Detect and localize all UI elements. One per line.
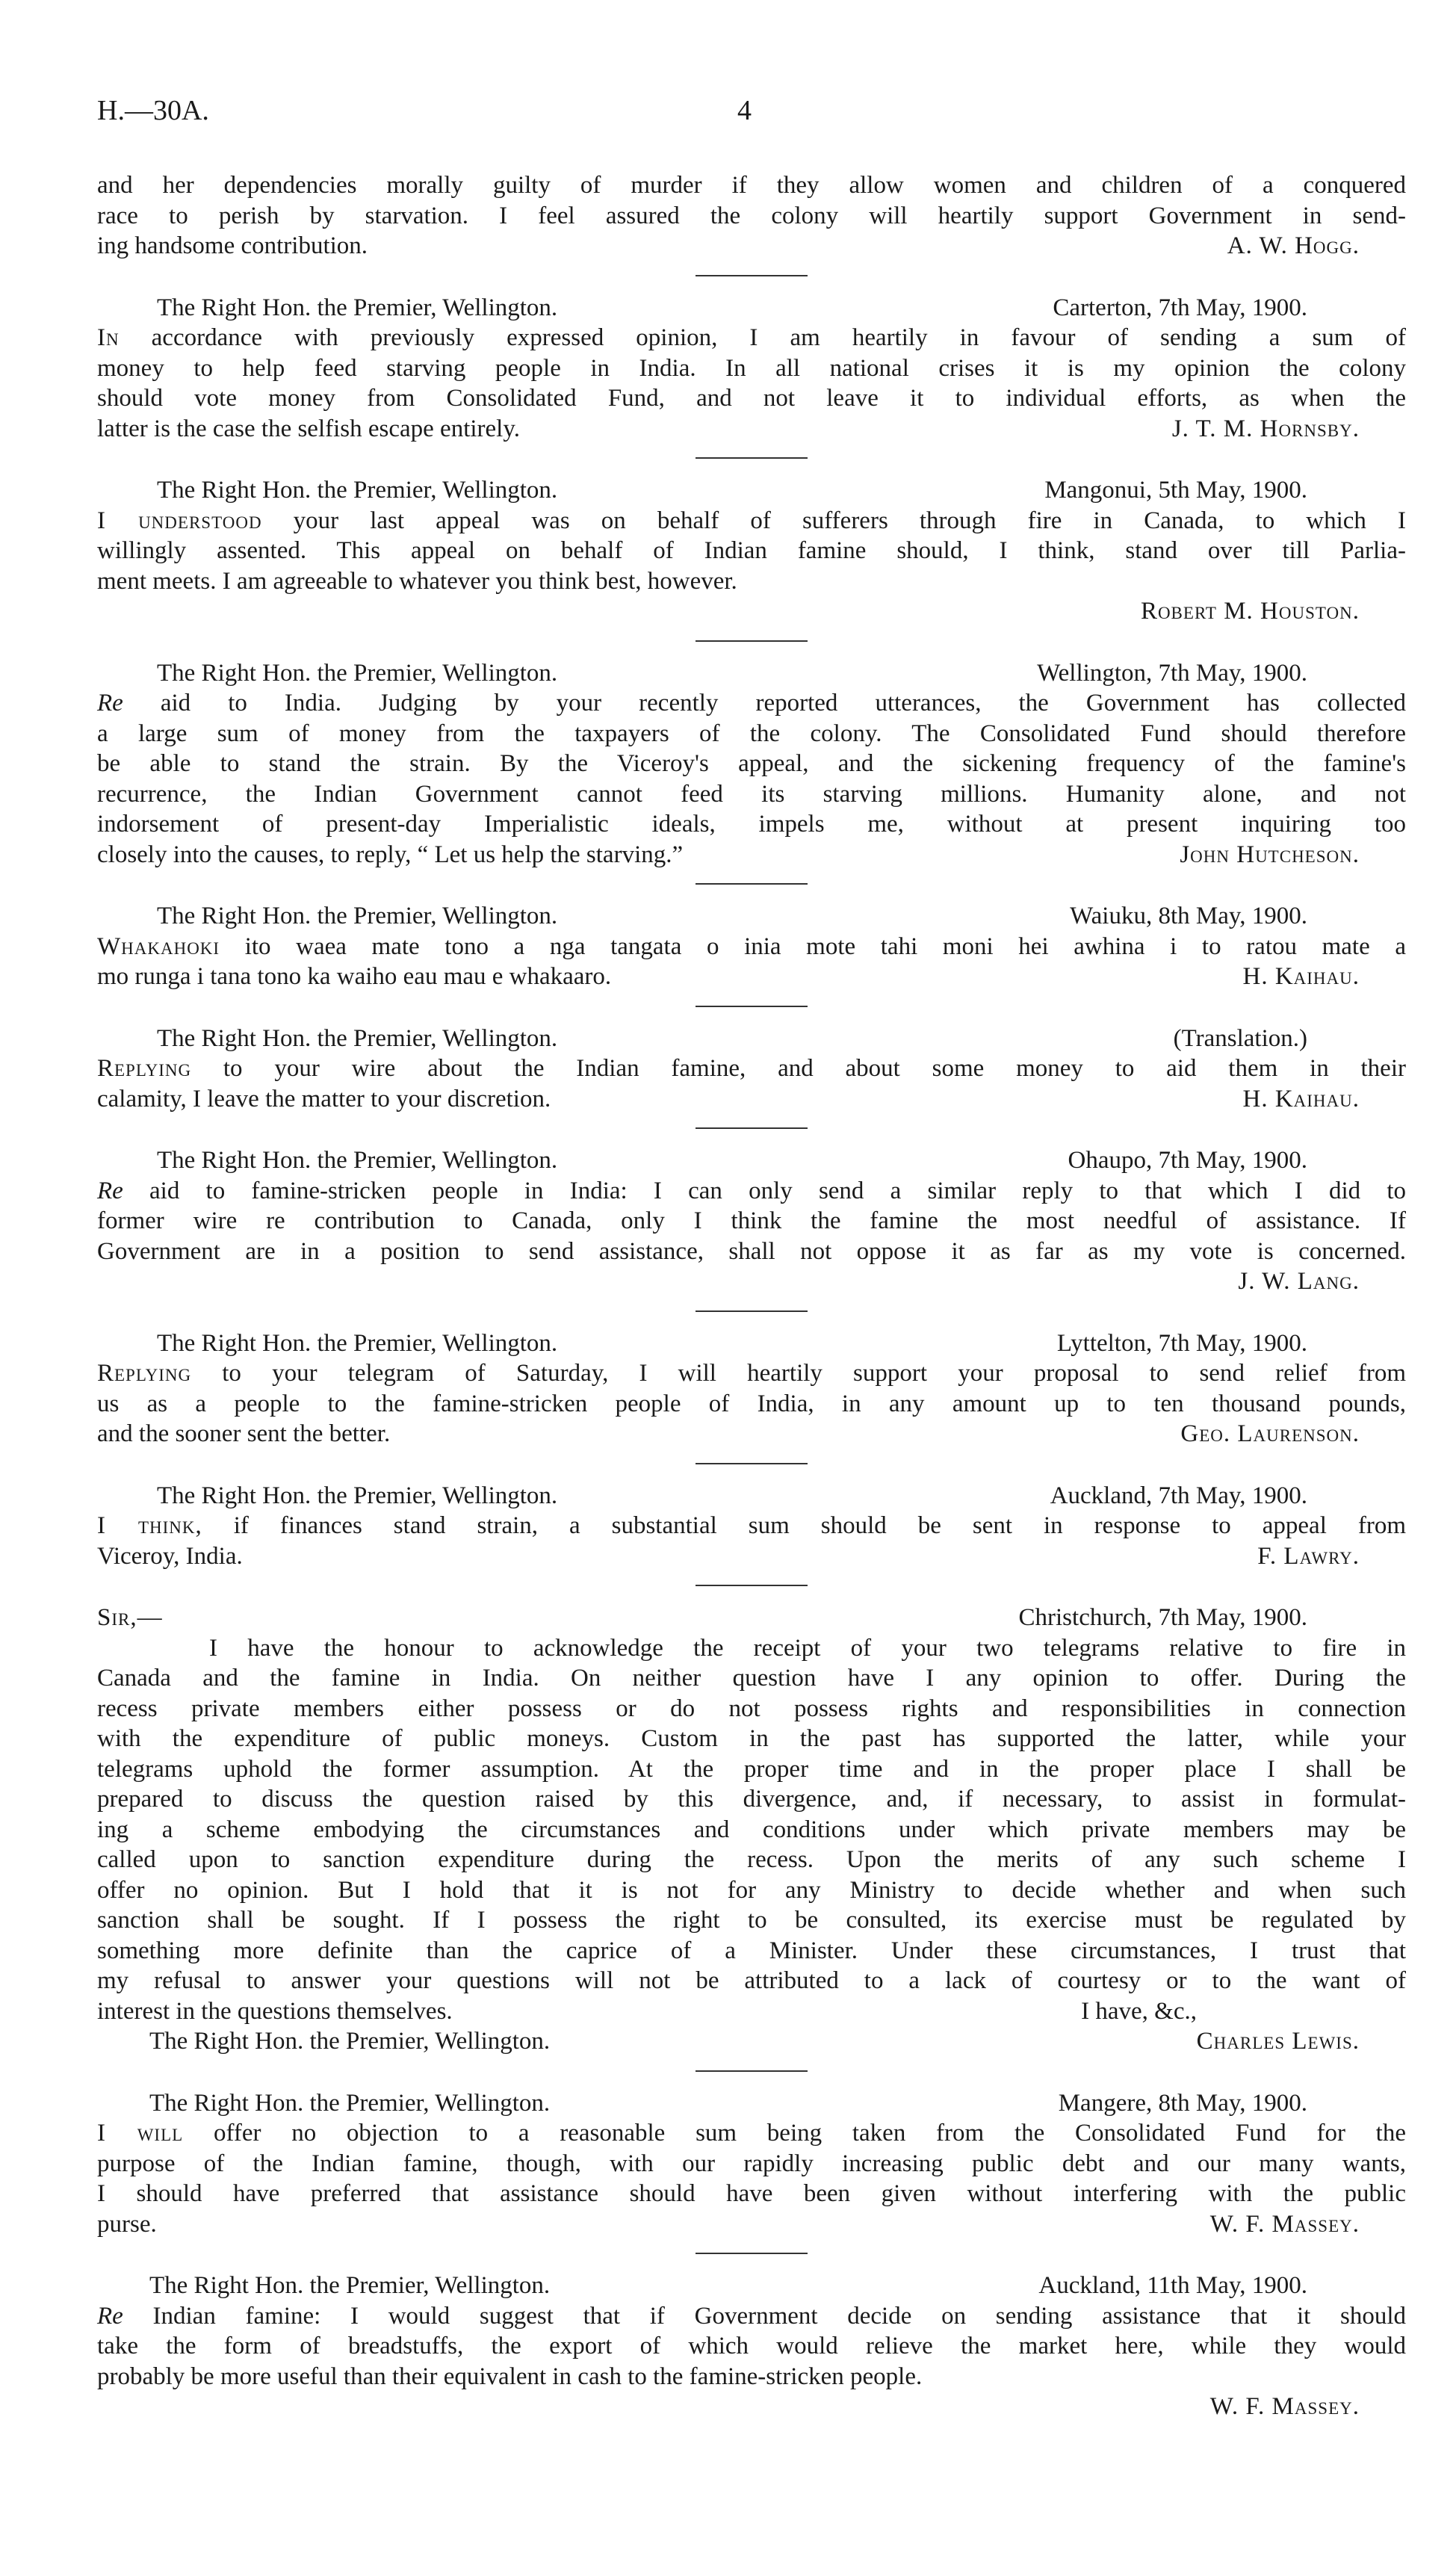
address-row	[97, 1328, 1406, 1359]
lead-word: I understood	[97, 507, 262, 534]
paper-reference: H.—30A.	[97, 95, 209, 126]
telegram-kaihau-maori	[97, 901, 1406, 992]
body-line: recurrence, the Indian Government cannot feed its starving millions. Humanity alone, and not	[97, 780, 1406, 808]
body-line: ing a scheme embodying the circumstances and conditions under which private members may be	[97, 1816, 1406, 1843]
addressee: The Right Hon. the Premier, Wellington.	[149, 2028, 551, 2055]
telegram-laurenson	[97, 1328, 1406, 1449]
addressee: The Right Hon. the Premier, Wellington.	[157, 659, 558, 687]
body-line: a large sum of money from the taxpayers of the colony. The Consolidated Fund should therefore	[97, 719, 1406, 747]
body-line: ing handsome contribution.	[97, 232, 368, 259]
body-line: Re aid to India. Judging by your recently reported utterances, the Government has collected	[97, 690, 1406, 717]
body-line: Viceroy, India.	[97, 1542, 243, 1570]
body-line: probably be more useful than their equivalent in cash to the famine-stricken people.	[97, 2362, 923, 2390]
body-line: prepared to discuss the question raised by this divergence, and, if necessary, to assist in formulat-	[97, 1786, 1406, 1813]
divider-rule	[696, 1463, 808, 1464]
closing: I have, &c.,	[1081, 1997, 1197, 2025]
divider-rule	[696, 275, 808, 276]
body-line: latter is the case the selfish escape entirely.	[97, 415, 520, 442]
divider-rule	[696, 1127, 808, 1129]
place-date: Lyttelton, 7th May, 1900.	[1056, 1329, 1307, 1357]
body-line: my refusal to answer your questions will not be attributed to a lack of courtesy or to the want of	[97, 1967, 1406, 1994]
addressee: The Right Hon. the Premier, Wellington.	[149, 2272, 551, 2299]
body-line: willingly assented. This appeal on behalf of Indian famine should, I think, stand over till Parlia-	[97, 537, 1406, 564]
body-line: and the sooner sent the better.	[97, 1420, 391, 1447]
body-line: closely into the causes, to reply, “ Let us help the starving.”	[97, 841, 684, 868]
body-line: I have the honour to acknowledge the receipt of your two telegrams relative to fire in	[209, 1634, 1406, 1662]
body-line: Whakahoki ito waea mate tono a nga tangata o inia mote tahi moni hei awhina i to ratou mate a	[97, 932, 1406, 960]
body-line: Replying to your wire about the Indian famine, and about some money to aid them in their	[97, 1055, 1406, 1082]
place-date: Ohaupo, 7th May, 1900.	[1068, 1147, 1307, 1174]
place-date: Christchurch, 7th May, 1900.	[1018, 1604, 1307, 1631]
body-line: I should have preferred that assistance should have been given without interfering with the public	[97, 2180, 1406, 2207]
body-line: Re aid to famine-stricken people in India: I can only send a similar reply to that which I did to	[97, 1177, 1406, 1204]
telegram-hornsby	[97, 293, 1406, 445]
addressee: The Right Hon. the Premier, Wellington.	[157, 477, 558, 504]
body-line: In accordance with previously expressed opinion, I am heartily in favour of sending a sum of	[97, 324, 1406, 351]
closing-row	[97, 2209, 1406, 2240]
addressee: The Right Hon. the Premier, Wellington.	[157, 1482, 558, 1509]
telegram-lawry	[97, 1481, 1406, 1572]
lead-word: In	[97, 324, 120, 351]
closing-row	[97, 1419, 1406, 1449]
address-row	[97, 2088, 1406, 2119]
address-row	[97, 1481, 1406, 1511]
signature: Robert M. Houston.	[1140, 598, 1360, 625]
addressee: The Right Hon. the Premier, Wellington.	[157, 1024, 558, 1052]
signature: H. Kaihau.	[1242, 1085, 1360, 1112]
body-line: interest in the questions themselves.	[97, 1997, 453, 2025]
body-line: telegrams uphold the former assumption. At the proper time and in the proper place I shall be	[97, 1755, 1406, 1783]
body-line: Replying to your telegram of Saturday, I will heartily support your proposal to send relief from	[97, 1360, 1406, 1387]
address-row	[97, 475, 1406, 506]
salutation-row	[97, 1603, 1406, 1633]
divider-rule	[696, 1585, 808, 1586]
addressee: The Right Hon. the Premier, Wellington.	[149, 2089, 551, 2117]
page-number: 4	[737, 95, 752, 126]
telegram-houston	[97, 475, 1406, 627]
signature: A. W. Hogg.	[1227, 232, 1360, 259]
telegram-hutcheson	[97, 658, 1406, 870]
place-date: Auckland, 7th May, 1900.	[1050, 1482, 1307, 1509]
body-line: I will offer no objection to a reasonable sum being taken from the Consolidated Fund for the	[97, 2120, 1406, 2147]
divider-rule	[696, 2070, 808, 2072]
closing-row	[97, 1996, 1406, 2027]
body-line: I understood your last appeal was on behalf of sufferers through fire in Canada, to which I	[97, 507, 1407, 534]
addressee: The Right Hon. the Premier, Wellington.	[157, 294, 558, 321]
signature: W. F. Massey.	[1209, 2393, 1360, 2420]
lead-word: Replying	[97, 1055, 192, 1082]
divider-rule	[696, 457, 808, 459]
body-line: us as a people to the famine-stricken people of India, in any amount up to ten thousand pounds,	[97, 1390, 1406, 1417]
body-line: purpose of the Indian famine, though, with our rapidly increasing public debt and our many wants,	[97, 2150, 1406, 2177]
addressee: The Right Hon. the Premier, Wellington.	[157, 1329, 558, 1357]
body-line: race to perish by starvation. I feel assured the colony will heartily support Government in send-	[97, 202, 1406, 229]
signature-row	[97, 2026, 1406, 2057]
telegram-list	[97, 170, 1406, 2422]
lead-word: I will	[97, 2120, 184, 2147]
telegram-kaihau-translation	[97, 1024, 1406, 1115]
body-line: mo runga i tana tono ka waiho eau mau e whakaaro.	[97, 963, 612, 990]
lead-word: I think,	[97, 1512, 202, 1539]
divider-rule	[696, 883, 808, 885]
body-line: with the expenditure of public moneys. Custom in the past has supported the latter, while your	[97, 1725, 1406, 1752]
lead-word: Replying	[97, 1360, 192, 1387]
place-date: Wellington, 7th May, 1900.	[1037, 659, 1307, 687]
body-line: something more definite than the caprice of a Minister. Under these circumstances, I trust that	[97, 1937, 1406, 1964]
addressee: The Right Hon. the Premier, Wellington.	[157, 903, 558, 929]
closing-row	[97, 1541, 1406, 1572]
body-line: be able to stand the strain. By the Viceroy's appeal, and the sickening frequency of the famine's	[97, 750, 1406, 777]
telegram-massey-mangere	[97, 2088, 1406, 2240]
body-line: take the form of breadstuffs, the export of which would relieve the market here, while they would	[97, 2333, 1406, 2359]
telegram-lang	[97, 1145, 1406, 1297]
body-line: Canada and the famine in India. On neither question have I any opinion to offer. During the	[97, 1665, 1406, 1692]
closing-row	[97, 840, 1406, 870]
letter-lewis	[97, 1603, 1406, 2057]
closing-row	[97, 1084, 1406, 1115]
divider-rule	[696, 1310, 808, 1312]
closing-row	[97, 414, 1406, 445]
signature: Charles Lewis.	[1196, 2028, 1360, 2055]
body-line: Government are in a position to send assistance, shall not oppose it as far as my vote is concerned.	[97, 1237, 1406, 1265]
body-line: I think, if finances stand strain, a substantial sum should be sent in response to appeal from	[97, 1512, 1406, 1539]
place-date: Carterton, 7th May, 1900.	[1053, 294, 1307, 321]
place-date: (Translation.)	[1173, 1024, 1307, 1052]
address-row	[97, 658, 1406, 689]
lead-word: Whakahoki	[97, 932, 220, 960]
body-line: Re Indian famine: I would suggest that if Government decide on sending assistance that it should	[97, 2302, 1406, 2330]
page-header	[97, 96, 1404, 133]
addressee: The Right Hon. the Premier, Wellington.	[157, 1147, 558, 1174]
body-line: former wire re contribution to Canada, only I think the famine the most needful of assistance. If	[97, 1207, 1406, 1234]
address-row	[97, 1024, 1406, 1054]
closing-row	[97, 231, 1406, 262]
signature: J. W. Lang.	[1238, 1268, 1360, 1295]
address-row	[97, 2271, 1406, 2301]
lead-word: Re	[97, 690, 123, 717]
place-date: Auckland, 11th May, 1900.	[1038, 2272, 1307, 2299]
divider-rule	[696, 640, 808, 642]
address-row	[97, 293, 1406, 324]
place-date: Waiuku, 8th May, 1900.	[1070, 903, 1307, 929]
place-date: Mangere, 8th May, 1900.	[1058, 2089, 1307, 2117]
body-line: and her dependencies morally guilty of murder if they allow women and children of a conquered	[97, 172, 1406, 199]
telegram-massey-auckland	[97, 2271, 1406, 2422]
address-row	[97, 901, 1406, 932]
signature: F. Lawry.	[1257, 1542, 1360, 1570]
signature: John Hutcheson.	[1180, 841, 1360, 868]
lead-word: Re	[97, 2302, 123, 2330]
place-date: Mangonui, 5th May, 1900.	[1044, 477, 1307, 504]
address-row	[97, 1145, 1406, 1176]
body-line: ment meets. I am agreeable to whatever you think best, however.	[97, 567, 737, 595]
divider-rule	[696, 2253, 808, 2254]
body-line: money to help feed starving people in India. In all national crises it is my opinion the colony	[97, 354, 1406, 382]
signature: J. T. M. Hornsby.	[1171, 415, 1360, 442]
salutation: Sir,—	[97, 1604, 163, 1631]
body-line: sanction shall be sought. If I possess the right to be consulted, its exercise must be regulated by	[97, 1907, 1406, 1934]
signature: W. F. Massey.	[1209, 2210, 1360, 2238]
closing-row	[97, 962, 1406, 992]
body-line: purse.	[97, 2210, 157, 2238]
body-line: recess private members either possess or do not possess rights and responsibilities in connection	[97, 1695, 1406, 1722]
body-line: offer no opinion. But I hold that it is not for any Ministry to decide whether and when such	[97, 1876, 1406, 1904]
body-line: called upon to sanction expenditure during the recess. Upon the merits of any such scheme I	[97, 1846, 1406, 1873]
signature: Geo. Laurenson.	[1180, 1420, 1360, 1447]
body-line: calamity, I leave the matter to your discretion.	[97, 1085, 551, 1112]
body-line: should vote money from Consolidated Fund, and not leave it to individual efforts, as when the	[97, 385, 1406, 412]
lead-word: Re	[97, 1177, 123, 1204]
signature: H. Kaihau.	[1242, 963, 1360, 990]
telegram-hogg	[97, 170, 1406, 262]
divider-rule	[696, 1006, 808, 1007]
body-line: indorsement of present-day Imperialistic ideals, impels me, without at present inquiring too	[97, 811, 1406, 838]
